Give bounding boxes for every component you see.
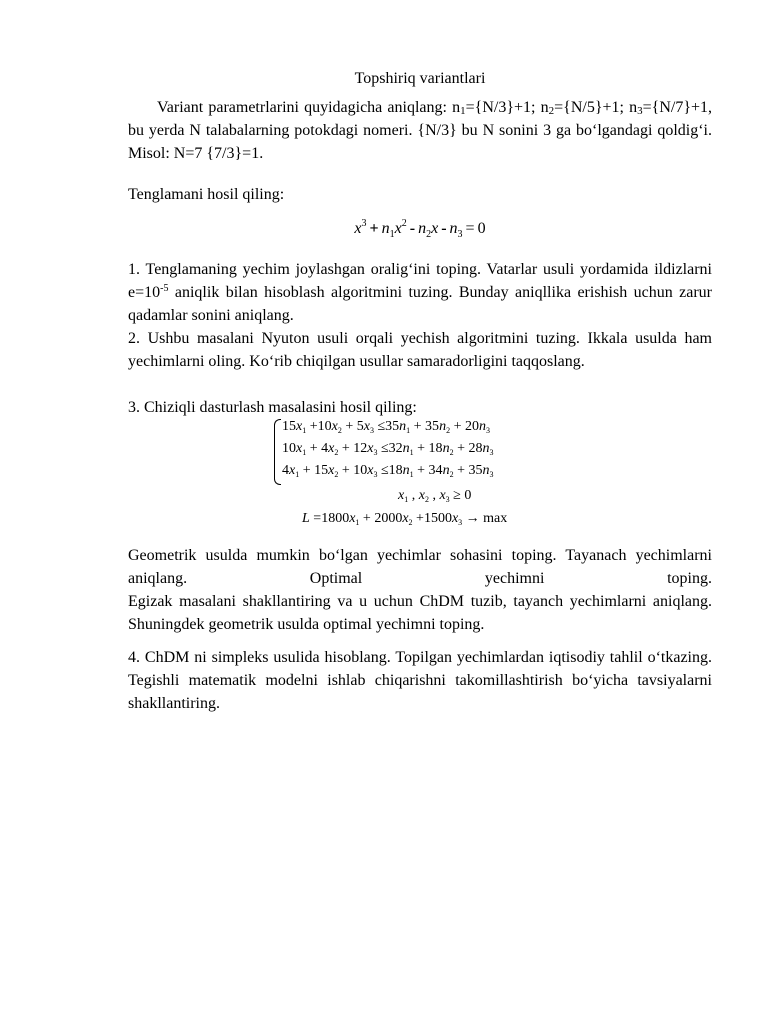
c1-rhs-2: + 35 [410, 419, 440, 434]
task-1-exponent: -5 [160, 283, 169, 294]
obj-coef-2: + 2000 [359, 511, 403, 526]
c3-n-1: n [402, 463, 410, 478]
intro-sub-1: 1 [460, 105, 466, 117]
obj-sub-1: 1 [355, 518, 360, 527]
nonnegativity-row [398, 488, 471, 504]
c2-var-1: x [296, 441, 303, 456]
eq-minus-2: - [441, 220, 447, 237]
constraint-row-1 [282, 419, 490, 435]
obj-var-1: x [349, 511, 356, 526]
eq-equals: = [465, 220, 475, 237]
c1-var-2: x [331, 419, 338, 434]
c2-nsub-2: 2 [449, 448, 454, 457]
eq-n2: n [418, 220, 427, 237]
eq-sub-2: 2 [426, 229, 432, 240]
c3-nsub-1: 1 [409, 470, 414, 479]
eq-power-3: 3 [361, 218, 367, 229]
nn-sub-2: 2 [424, 495, 429, 504]
c3-coef-3: + 10 [338, 463, 368, 478]
geometric-paragraph-2: Egizak masalani shakllantiring va u uchun ChDM tuzib, tayanch yechimlarni aniqlang. Shuningdek geometrik usulda optimal yechimni toping. [128, 593, 712, 633]
c1-sub-2: 2 [337, 426, 342, 435]
c3-nsub-3: 3 [489, 470, 494, 479]
intro-text-d: ={N/7}+1, bu yerda N talabalarning potokdagi nomeri. {N/3} bu N sonini 3 ga bo‘lgandagi qoldig‘i. Misol: N=7 {7/3}=1. [128, 99, 713, 162]
eq-n3: n [449, 220, 458, 237]
c2-coef-3: + 12 [338, 441, 368, 456]
eq-sub-3: 3 [457, 229, 463, 240]
c2-rhs-2: + 18 [413, 441, 443, 456]
c1-var-3: x [363, 419, 370, 434]
c2-rhs-3: + 28 [453, 441, 483, 456]
page-title: Topshiriq variantlari [354, 70, 486, 87]
obj-max: → max [462, 511, 508, 526]
geometric-paragraph-1: Geometrik usulda mumkin bo‘lgan yechimlar sohasini toping. Tayanach yechimlarni aniqlang. Optimal yechimni toping. [128, 547, 712, 587]
c1-n-2: n [439, 419, 447, 434]
obj-var-3: x [451, 511, 459, 526]
nn-var-1: x [398, 488, 405, 503]
c3-sub-3: 3 [373, 470, 378, 479]
c1-sub-1: 1 [302, 426, 307, 435]
eq-plus: + [369, 220, 379, 237]
c1-n-1: n [399, 419, 407, 434]
c2-var-3: x [367, 441, 374, 456]
c2-rhs-1: ≤32 [377, 441, 403, 456]
obj-coef-3: +1500 [412, 511, 452, 526]
c2-n-1: n [402, 441, 410, 456]
eq-n1: n [381, 220, 390, 237]
obj-sub-2: 2 [408, 518, 413, 527]
c2-var-2: x [328, 441, 335, 456]
c2-coef-1: 10 [282, 441, 296, 456]
c3-n-3: n [482, 463, 490, 478]
c2-n-3: n [482, 441, 490, 456]
c1-nsub-1: 1 [406, 426, 411, 435]
nn-sub-3: 3 [445, 495, 450, 504]
c3-coef-1: 4 [282, 463, 289, 478]
c3-sub-2: 2 [334, 470, 339, 479]
intro-text-b: ={N/3}+1; n [465, 99, 549, 116]
c1-nsub-3: 3 [485, 426, 490, 435]
intro-sub-3: 3 [637, 105, 643, 117]
nn-sub-1: 1 [404, 495, 409, 504]
c1-rhs-3: + 20 [450, 419, 479, 434]
intro-text-c: ={N/5}+1; n [554, 99, 638, 116]
obj-L: L [302, 511, 310, 526]
c3-var-3: x [367, 463, 374, 478]
eq-x-third: x [431, 220, 439, 237]
nn-var-3: x [439, 488, 446, 503]
nn-bound: ≥ 0 [449, 488, 472, 503]
task-3: 3. Chiziqli dasturlash masalasini hosil qiling: [128, 399, 417, 416]
obj-coef-1: =1800 [309, 511, 350, 526]
task-1 [128, 258, 712, 327]
c1-rhs-1: ≤35 [373, 419, 400, 434]
c1-coef-3: + 5 [341, 419, 364, 434]
constraint-row-3 [282, 463, 493, 479]
eq-minus-1: - [409, 220, 416, 237]
equation-intro: Tenglamani hosil qiling: [128, 186, 285, 203]
c2-sub-2: 2 [334, 448, 339, 457]
task-1-text-b: aniqlik bilan hisoblash algoritmini tuzing. Bunday aniqllika erishish uchun zarur qadamlar sonini aniqlang. [128, 284, 712, 324]
c2-sub-3: 3 [373, 448, 378, 457]
c2-nsub-1: 1 [409, 448, 414, 457]
c3-sub-1: 1 [295, 470, 300, 479]
c1-var-1: x [296, 419, 303, 434]
eq-x: x [354, 220, 362, 237]
c2-n-2: n [442, 441, 450, 456]
task-1-text-a: 1. Tenglamaning yechim joylashgan oralig‘ini toping. Vatarlar usuli yordamida ildizlarni e=10 [128, 261, 712, 301]
task-2: 2. Ushbu masalani Nyuton usuli orqali yechish algoritmini tuzing. Ikkala usulda ham yechimlarni oling. Ko‘rib chiqilgan usullar samaradorligini taqqoslang. [128, 330, 712, 370]
c1-sub-3: 3 [369, 426, 374, 435]
cubic-equation [128, 218, 712, 240]
c3-rhs-2: + 34 [413, 463, 443, 478]
c1-coef-2: +10 [306, 419, 332, 434]
c3-var-2: x [328, 463, 335, 478]
eq-zero: 0 [477, 220, 486, 237]
c1-n-3: n [478, 419, 486, 434]
c3-coef-2: + 15 [299, 463, 329, 478]
objective-function [302, 511, 507, 527]
eq-power-2: 2 [401, 218, 407, 229]
c1-coef-1: 15 [282, 419, 296, 434]
c3-var-1: x [289, 463, 296, 478]
intro-sub-2: 2 [548, 105, 555, 117]
c2-sub-1: 1 [302, 448, 307, 457]
task-4: 4. ChDM ni simpleks usulida hisoblang. Topilgan yechimlardan iqtisodiy tahlil o‘tkazing. Tegishli matematik modelni ishlab chiqarishni takomillashtirish bo‘yicha tavsiyalarni shakllantiring. [128, 649, 712, 712]
intro-text-a: Variant parametrlarini quyidagicha aniqlang: n [157, 99, 461, 116]
nn-sep-1: , [408, 488, 419, 503]
eq-sub-1: 1 [389, 229, 395, 240]
c1-nsub-2: 2 [446, 426, 451, 435]
system-brace [274, 419, 281, 485]
c3-n-2: n [442, 463, 450, 478]
obj-var-2: x [402, 511, 409, 526]
constraint-row-2 [282, 441, 493, 457]
c2-nsub-3: 3 [489, 448, 494, 457]
c3-rhs-3: + 35 [453, 463, 483, 478]
c2-coef-2: + 4 [306, 441, 329, 456]
obj-sub-3: 3 [458, 518, 463, 527]
nn-var-2: x [418, 488, 425, 503]
c3-nsub-2: 2 [449, 470, 454, 479]
eq-x-second: x [394, 220, 402, 237]
intro-paragraph [128, 96, 712, 165]
nn-sep-2: , [428, 488, 440, 503]
c3-rhs-1: ≤18 [377, 463, 403, 478]
